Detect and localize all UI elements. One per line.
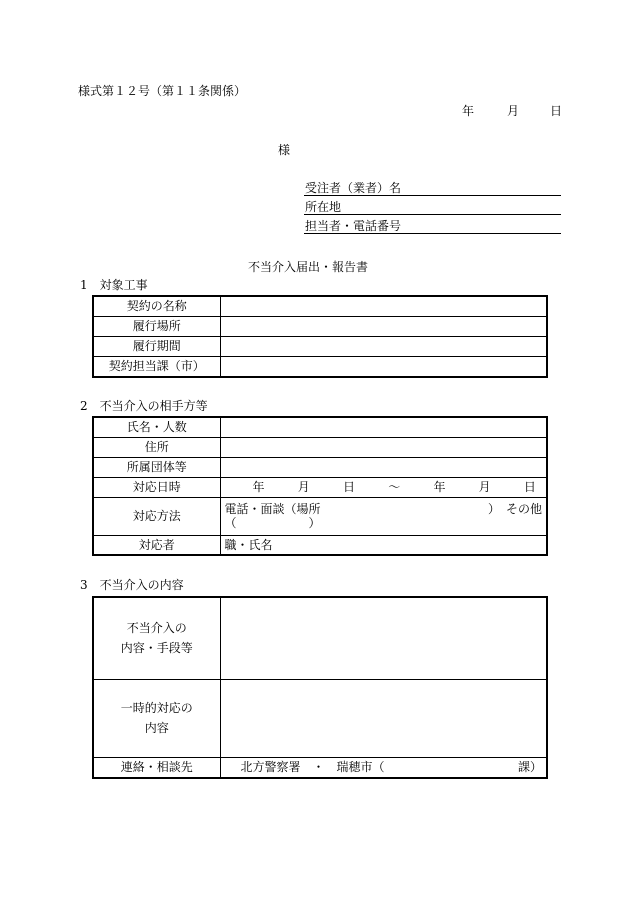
table-row — [93, 316, 547, 336]
table-row — [93, 497, 547, 535]
response-method-field[interactable] — [220, 497, 547, 535]
section2-table — [92, 416, 548, 556]
start-day: 日 — [342, 480, 355, 494]
party-group-label: 所属団体等 — [93, 457, 220, 477]
table-row — [93, 336, 547, 356]
table-row — [93, 356, 547, 377]
party-group-field[interactable] — [220, 457, 547, 477]
party-address-field[interactable] — [220, 437, 547, 457]
response-datetime-label: 対応日時 — [93, 477, 220, 497]
date-year-label: 年 — [462, 104, 475, 118]
temporary-response-label-line2: 内容 — [144, 721, 169, 735]
document-title: 不当介入届出・報告書 — [248, 260, 369, 274]
contact-dept-suffix: 課） — [517, 760, 542, 775]
responder-label: 対応者 — [93, 535, 220, 555]
contract-name-label: 契約の名称 — [93, 296, 220, 316]
section1-heading: 1 対象工事 — [80, 278, 148, 292]
end-month: 月 — [478, 480, 491, 494]
response-datetime-field[interactable] — [220, 477, 547, 497]
method-phone-meeting: 電話・面談（場所 — [224, 502, 321, 516]
intervention-content-label — [93, 597, 220, 679]
intervention-content-label-line2: 内容・手段等 — [120, 641, 193, 656]
table-row — [93, 477, 547, 497]
party-address-label: 住所 — [93, 437, 220, 457]
start-month: 月 — [297, 480, 310, 494]
work-period-field[interactable] — [220, 336, 547, 356]
work-period-label: 履行期間 — [93, 336, 220, 356]
method-other-detail: （ ） — [224, 516, 321, 530]
party-name-field[interactable] — [220, 417, 547, 437]
contact-consult-field[interactable] — [220, 757, 547, 778]
section2-heading: 2 不当介入の相手方等 — [80, 399, 208, 413]
contact-line[interactable] — [304, 233, 561, 234]
contractor-line[interactable] — [304, 195, 561, 196]
party-name-label: 氏名・人数 — [93, 417, 220, 437]
work-location-label: 履行場所 — [93, 316, 220, 336]
contract-dept-label: 契約担当課（市） — [93, 356, 220, 377]
table-row — [93, 437, 547, 457]
address-line[interactable] — [304, 214, 561, 215]
contact-consult-label: 連絡・相談先 — [93, 757, 220, 778]
date-month-label: 月 — [507, 104, 520, 118]
range-tilde: ～ — [388, 480, 401, 494]
intervention-content-field[interactable] — [220, 597, 547, 679]
table-row — [93, 457, 547, 477]
table-row — [93, 535, 547, 555]
start-year: 年 — [252, 480, 265, 494]
temporary-response-field[interactable] — [220, 679, 547, 757]
method-other: ） その他 — [487, 502, 542, 516]
section1-table — [92, 295, 548, 378]
date-day-label: 日 — [550, 104, 563, 118]
section3-table — [92, 596, 548, 779]
responder-field[interactable]: 職・氏名 — [220, 535, 547, 555]
temporary-response-label-line1: 一時的対応の — [120, 701, 193, 715]
contract-dept-field[interactable] — [220, 356, 547, 377]
table-row — [93, 417, 547, 437]
table-row — [93, 296, 547, 316]
contract-name-field[interactable] — [220, 296, 547, 316]
end-day: 日 — [523, 480, 536, 494]
table-row — [93, 679, 547, 757]
section3-heading: 3 不当介入の内容 — [80, 578, 184, 592]
contact-police-city: 北方警察署 ・ 瑞穂市（ — [240, 760, 385, 775]
temporary-response-label — [93, 679, 220, 757]
address-label: 所在地 — [305, 200, 342, 214]
end-year: 年 — [433, 480, 446, 494]
table-row — [93, 757, 547, 778]
form-number: 様式第１２号（第１１条関係） — [78, 84, 247, 98]
table-row — [93, 597, 547, 679]
contractor-label: 受注者（業者）名 — [305, 181, 402, 195]
addressee-suffix: 様 — [278, 143, 291, 157]
response-method-label: 対応方法 — [93, 497, 220, 535]
work-location-field[interactable] — [220, 316, 547, 336]
intervention-content-label-line1: 不当介入の — [126, 621, 187, 636]
contact-label: 担当者・電話番号 — [305, 219, 402, 233]
